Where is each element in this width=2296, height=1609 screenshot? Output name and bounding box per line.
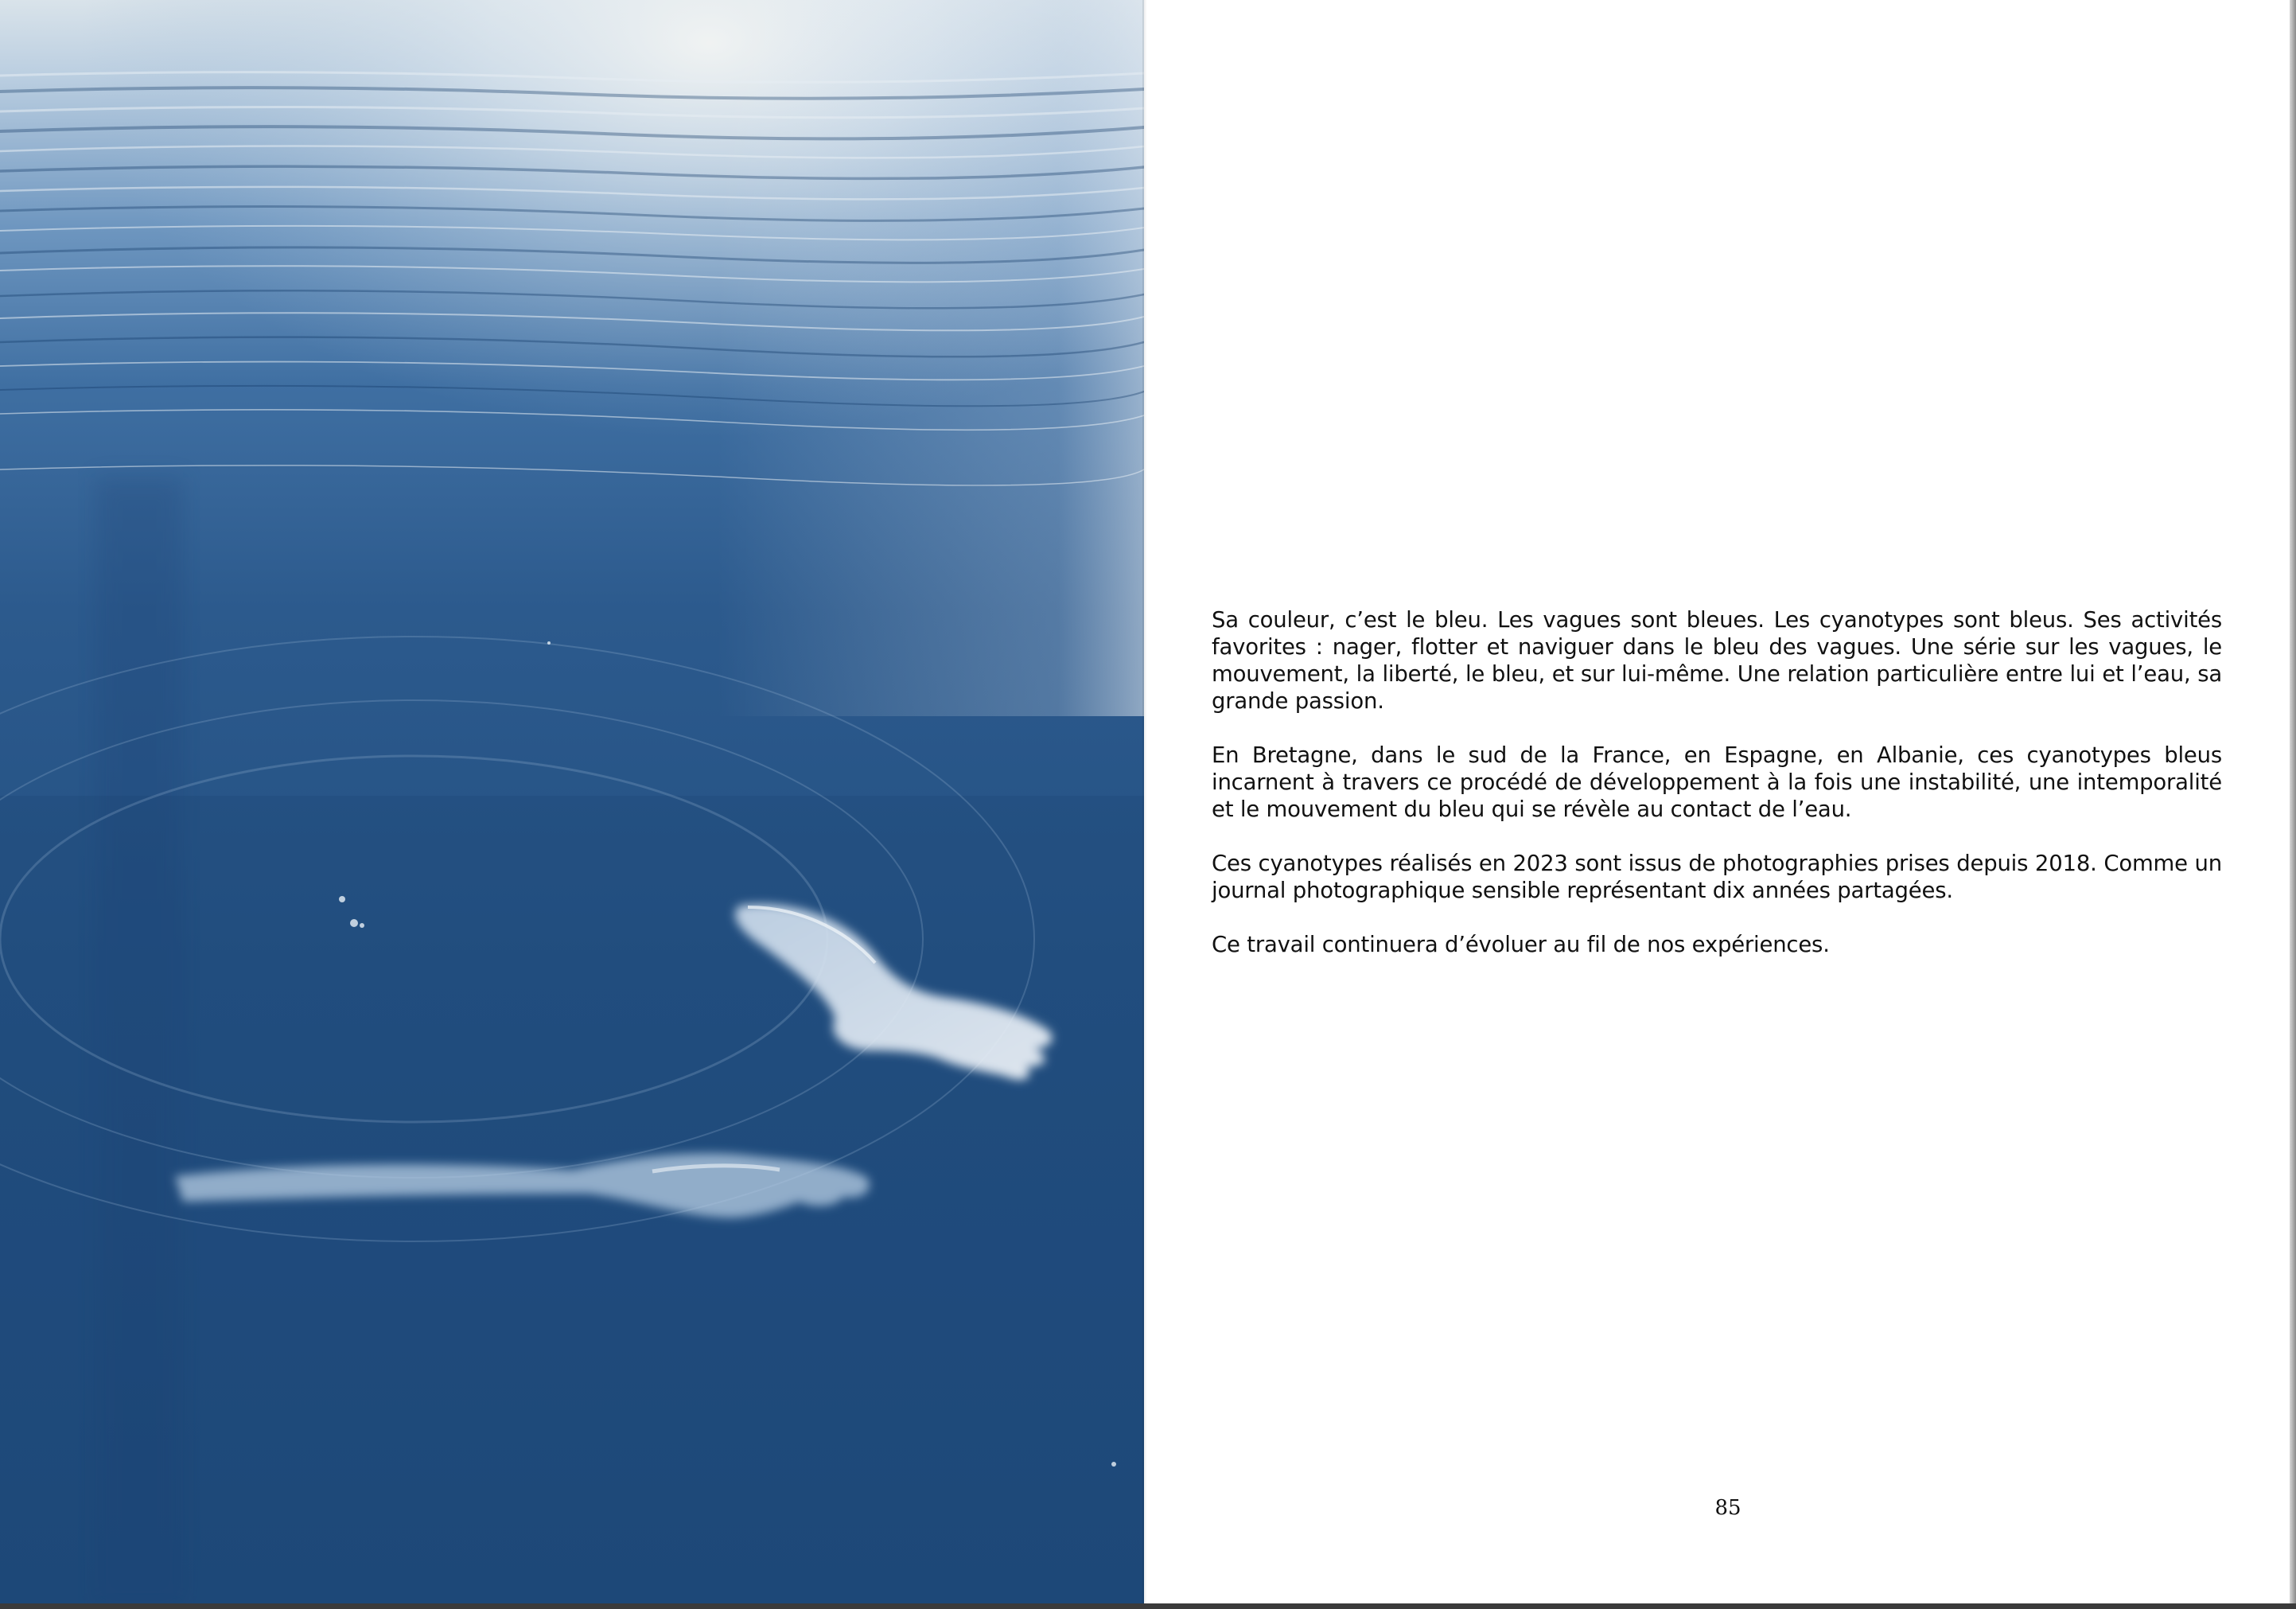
cyanotype-photo xyxy=(0,0,1144,1603)
page-edge xyxy=(2290,0,2296,1603)
cyanotype-photo-svg xyxy=(0,0,1144,1603)
page-number: 85 xyxy=(1714,1496,1741,1520)
page-bottom-edge xyxy=(0,1603,2296,1609)
paragraph: Ces cyanotypes réalisés en 2023 sont issus de photographies prises depuis 2018. Comme un journal photographique sensible représentant dix années partagées. xyxy=(1212,851,2222,903)
paragraph: Ce travail continuera d’évoluer au fil de nos expériences. xyxy=(1212,932,1830,957)
paragraph: Sa couleur, c’est le bleu. Les vagues sont bleues. Les cyanotypes sont bleus. Ses activités favorites : nager, flotter et naviguer dans le bleu des vagues. Une série sur les vagues, le mouvement, la liberté, le bleu, et sur lui-même. Une relation particulière entre lui et l’eau, sa grande passion. xyxy=(1212,607,2222,714)
body-text xyxy=(1212,606,2222,985)
paragraph: En Bretagne, dans le sud de la France, en Espagne, en Albanie, ces cyanotypes bleus incarnent à travers ce procédé de développement à la fois une instabilité, une intemporalité et le mouvement du bleu qui se révèle au contact de l’eau. xyxy=(1212,742,2222,822)
text-page xyxy=(1144,0,2290,1603)
